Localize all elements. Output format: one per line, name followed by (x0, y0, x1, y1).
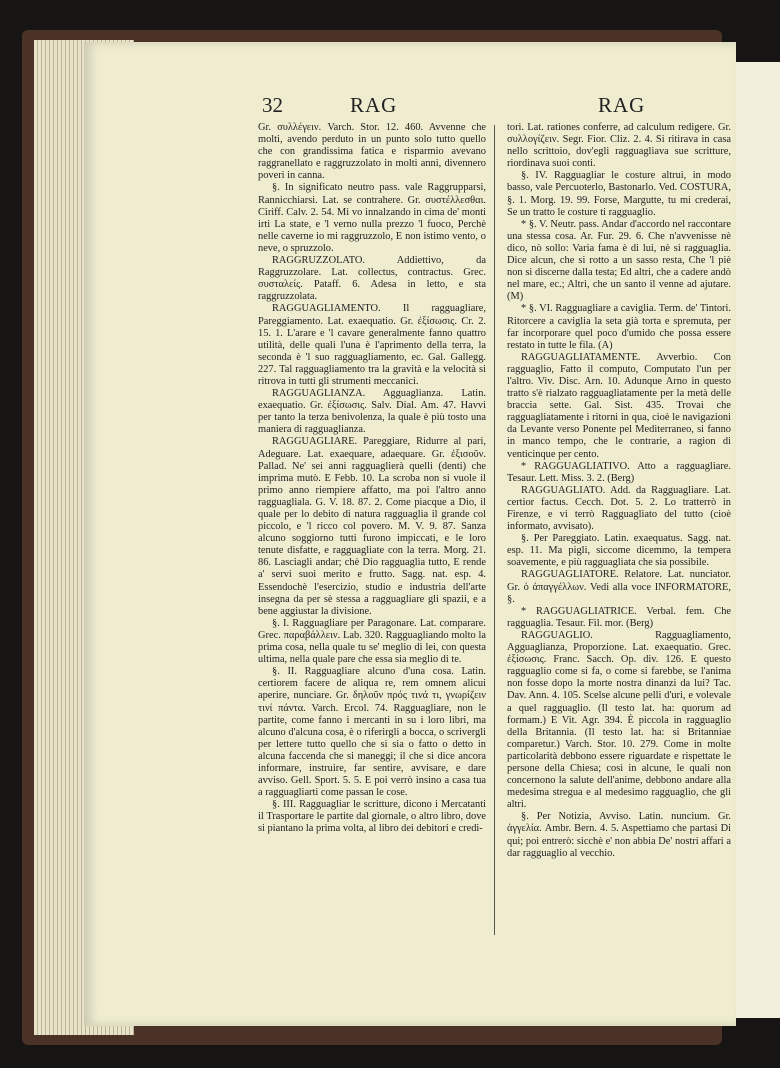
entry-paragraph: Gr. συλλέγειν. Varch. Stor. 12. 460. Avvenne che molti, avendo perduto in un punto solo tutto quello che con grandissima fatica e risparmio avevano raggranellato e raggruzzolato in molti anni, divennero poveri in canna. (258, 122, 486, 182)
entry-paragraph: §. Per Pareggiato. Latin. exaequatus. Sagg. nat. esp. 11. Ma pigli, siccome dicemmo, la tempera soavemente, e più ragguagliata che sia possibile. (507, 533, 731, 569)
entry-paragraph: RAGGUAGLIAMENTO. Il ragguagliare, Pareggiamento. Lat. exaequatio. Gr. ἐξίσωσις. Cr. 2. 15. 1. L'arare e 'l cavare generalmente fanno quattro utilità, delle quali l'una è l'aprimento della terra, la seconda è 'l suo ragguagliamento, ec. Gal. Gallegg. 227. Tal ragguagliamento tra la gravità e la velocità si ritrova in tutti gli strumenti meccanici. (258, 303, 486, 387)
entry-paragraph: §. In significato neutro pass. vale Raggrupparsi, Rannicchiarsi. Lat. se contrahere. Gr. συστέλλεσθαι. Ciriff. Calv. 2. 54. Mi vo innalzando in cima de' monti irti La state, e 'l verno nulla prezzo 'l fuoco, Perchè nelle caverne io mi raggruzzolo, E non istimo vento, o neve, o spruzzolo. (258, 182, 486, 254)
left-guide-word: RAG (350, 93, 398, 117)
column-divider (494, 125, 495, 935)
entry-paragraph: RAGGUAGLIARE. Pareggiare, Ridurre al pari, Adeguare. Lat. exaequare, adaequare. Gr. ἐξισοῦν. Pallad. Ne' sei anni ragguaglierà quelli (denti) che imprima mutò. E Febb. 10. La scroba non si vuole il primo anno riempiere affatto, ma poi l'altro anno ragguagliala. G. V. 18. 87. 2. Come piacque a Dio, il quale per lo debito di natura ragguaglia il grande col piccolo, e 'l ricco col povero. M. V. 9. 87. Sanza alcuno soggiorno tutti furono impiccati, e le loro tenute disfatte, e ragguagliate con la terra. Morg. 21. 86. Lasciagli andar; chè Dio ragguaglia tutto, E rende a' servi suoi merito e frutto. Sagg. nat. esp. 4. Essendochè l'esercizio, studio e industria dell'arte insegna da per sè stessa a ragguagliare gli spazii, e a bene aggiustar la divisione. (258, 436, 486, 617)
entry-paragraph: RAGGRUZZOLATO. Addiettivo, da Raggruzzolare. Lat. collectus, contractus. Grec. συσταλείς. Pataff. 6. Adesa in letto, e sta raggruzzolata. (258, 255, 486, 303)
right-guide-word: RAG (598, 93, 646, 117)
entry-paragraph: * RAGGUAGLIATRICE. Verbal. fem. Che ragguaglia. Tesaur. Fil. mor. (Berg) (507, 605, 731, 629)
entry-paragraph: * §. VI. Ragguagliare a caviglia. Term. de' Tintori. Ritorcere a caviglia la seta già torta e spremuta, per far incorporare quel poco d'umido che possa essere restato in tutte le fila. (A) (507, 303, 731, 351)
facing-page (736, 62, 780, 1018)
entry-paragraph: §. I. Ragguagliare per Paragonare. Lat. comparare. Grec. παραβάλλειν. Lab. 320. Ragguagliando molto la prima cosa, nella quale tu se' meglio di lei, con questa ultima, nella quale pare che essa sia meglio di te. (258, 617, 486, 666)
entry-paragraph: §. III. Ragguagliar le scritture, dicono i Mercatanti il Trasportare le partite dal giornale, o altro libro, dove si piantano la prima volta, al libro dei debitori e credi- (258, 799, 486, 835)
entry-paragraph: RAGGUAGLIANZA. Agguaglianza. Latin. exaequatio. Gr. ἐξίσωσις. Salv. Dial. Am. 47. Havvi per tanto la terza benivolenza, la quale è più tosto una maniera di ragguaglianza. (258, 388, 486, 436)
page-number: 32 (262, 93, 283, 117)
entry-paragraph: §. II. Ragguagliare alcuno d'una cosa. Latin. certiorem facere de aliqua re, rem omnem alicui aperire, nunciare. Gr. δηλοῦν πρός τινά τι, γνωρίζειν τινί πάντα. Varch. Ercol. 74. Ragguagliare, non le partite, come fanno i mercanti in su i loro libri, ma alcuno d'alcuna cosa, è o riferirgli a bocca, o scrivergli per lettere tutto quello che si sia o fatto o detto in alcuna faccenda che si maneggi; il che si dice ancora informare, instruire, far sentire, avvisare, e dare avviso. Gell. Sport. 5. 5. E poi verrò insino a casa tua a ragguagliarti come passan le cose. (258, 666, 486, 799)
entry-paragraph: * RAGGUAGLIATIVO. Atto a ragguagliare. Tesaur. Lett. Miss. 3. 2. (Berg) (507, 460, 731, 484)
entry-paragraph: §. IV. Ragguagliar le costure altrui, in modo basso, vale Percuoterlo, Bastonarlo. Ved. COSTURA, §. 1. Morg. 19. 99. Forse, Margutte, tu mi crederai, Se un tratto le costure ti ragguaglio. (507, 170, 731, 218)
entry-paragraph: RAGGUAGLIO. Ragguagliamento, Agguaglianza, Proporzione. Lat. exaequatio. Grec. ἐξίσωσις. Franc. Sacch. Op. div. 126. E questo ragguaglio come si fa, o come si farebbe, se l'anima non fosse dopo la morte nostra dinanzi da lui? Tac. Dav. Ann. 4. 105. Scelse alcune pelli d'uri, e volevale a quel ragguaglio. (Il testo lat. ha: quorum ad formam.) E Vit. Agr. 394. È piccola in ragguaglio della Britannia. (Il testo lat. ha: si Britanniae comparetur.) Varch. Stor. 10. 279. Come in molte particolarità debbono essere riguardate e rispettate le persone della Chiesa; così in alcune, le quali non concernono la salute dell'anime, debbono andare alla medesima stregua e al medesimo ragguaglio, che gli altri. (507, 629, 731, 811)
entry-paragraph: * §. V. Neutr. pass. Andar d'accordo nel raccontare una stessa cosa. Ar. Fur. 29. 6. Che n'avvenisse nè dico, nò sollo: Varia fama è di lui, nè si ragguaglia. Dice alcun, che si rotto a un sasso resta, Che 'l piè non si discerne dalla testa; Ed altri, che a cadere andò nel mare, ec.; Altri, che un santo il venne ad ajutare. (M) (507, 218, 731, 303)
right-column (507, 122, 731, 942)
entry-paragraph: RAGGUAGLIATO. Add. da Ragguagliare. Lat. certior factus. Cecch. Dot. 5. 2. Lo tratterrò in Firenze, e vi terrò Ragguagliato del tutto (cioè informato, avvisato). (507, 484, 731, 533)
entry-paragraph: tori. Lat. rationes conferre, ad calculum redigere. Gr. συλλογίζειν. Segr. Fior. Cliz. 2. 4. Si ritirava in casa nello scrittoio, dov'egli ragguagliava sue scritture, riordinava suoi conti. (507, 122, 731, 170)
entry-paragraph: RAGGUAGLIATORE. Relatore. Lat. nunciator. Gr. ὁ ἀπαγγέλλων. Vedi alla voce INFORMATORE, §. (507, 569, 731, 605)
left-column (258, 122, 486, 942)
entry-paragraph: §. Per Notizia, Avviso. Latin. nuncium. Gr. ἀγγελία. Ambr. Bern. 4. 5. Aspettiamo che partasi Di qui; poi entrerò: sicchè e' non abbia De' nostri affari a dar ragguaglio al vecchio. (507, 811, 731, 859)
entry-paragraph: RAGGUAGLIATAMENTE. Avverbio. Con ragguaglio, Fatto il computo, Computato l'un per l'altro. Viv. Disc. Arn. 10. Adunque Arno in questo tratto s'è rialzato ragguagliatamente per la metà delle braccia sette. Gal. Sist. 435. Trovai che ragguagliatamente i ritorni in qua, cioè le navigazioni da Levante verso Ponente pel Mediterraneo, si fanno in manco tempo, che le contrarie, a ragion di venticinque per cento. (507, 351, 731, 460)
